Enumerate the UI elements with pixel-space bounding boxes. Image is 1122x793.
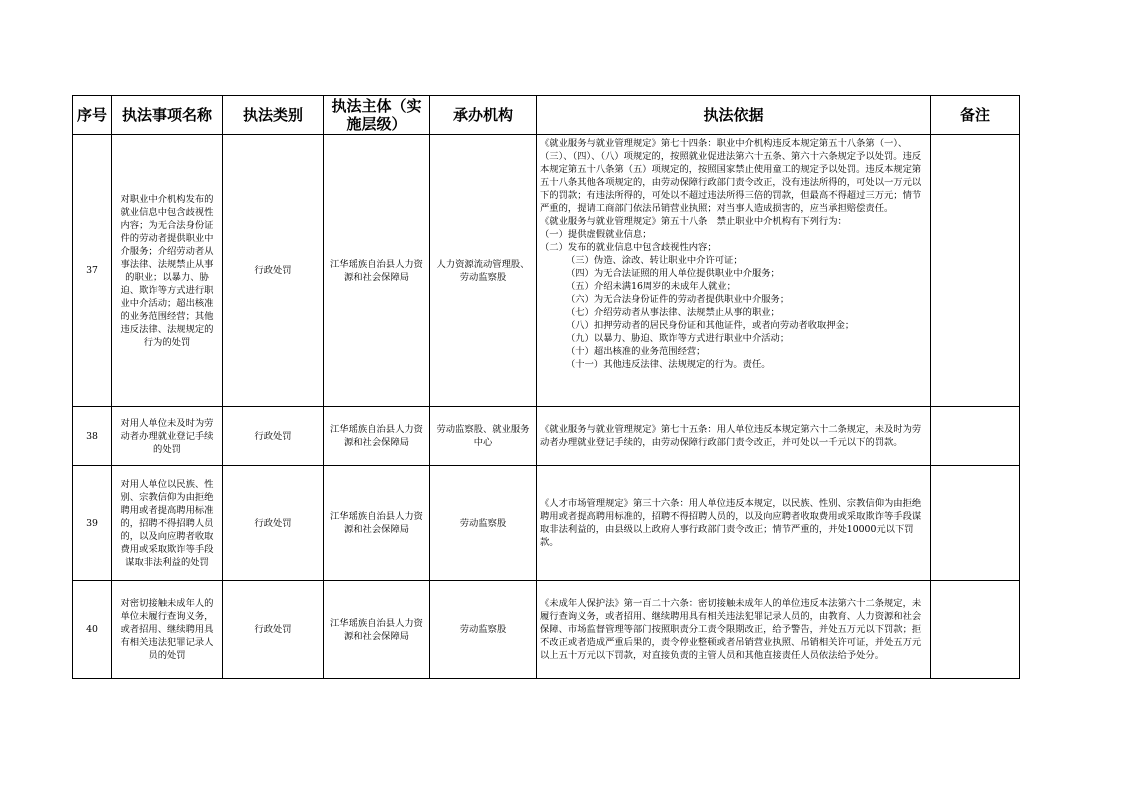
- basis-article: 《就业服务与就业管理规定》第五十八条 禁止职业中介机构有下列行为：: [540, 216, 847, 227]
- enforcement-items-table: [72, 95, 1020, 679]
- cell-item: 对用人单位以民族、性别、宗教信仰为由拒绝聘用或者提高聘用标准的，招聘不得招聘人员的，以及向应聘者收取费用或采取欺诈等手段谋取非法利益的处罚: [112, 466, 223, 581]
- basis-clause: （十一）其他违反法律、法规规定的行为。责任。: [566, 359, 771, 370]
- cell-item: 对用人单位未及时为劳动者办理就业登记手续的处罚: [112, 407, 223, 466]
- basis-main: 《就业服务与就业管理规定》第七十四条：职业中介机构违反本规定第五十八条第（一）、（三）、（四）、（八）项规定的，按照就业促进法第六十五条、第六十六条规定予以处罚。违反本规定第五十八条第（五）项规定的，按照国家禁止使用童工的规定予以处罚。违反本规定第五十八条其他各项规定的，由劳动保障行政部门责令改正，没有违法所得的，可处以一万元以下的罚款；有违法所得的，可处以不超过违法所得三倍的罚款，但最高不得超过三万元；情节严重的，提请工商部门依法吊销营业执照；对当事人造成损害的，应当承担赔偿责任。: [540, 138, 922, 214]
- cell-subject: 江华瑶族自治县人力资源和社会保障局: [324, 407, 430, 466]
- cell-category: 行政处罚: [223, 466, 324, 581]
- basis-clause: （一）提供虚假就业信息；: [540, 229, 652, 240]
- header-dept: 承办机构: [430, 96, 537, 135]
- basis-clause: （十）超出核准的业务范围经营；: [566, 346, 706, 357]
- header-basis: 执法依据: [537, 96, 931, 135]
- cell-remark: [931, 135, 1020, 407]
- table-row: [73, 581, 1020, 679]
- cell-basis: [537, 135, 931, 407]
- cell-dept: 劳动监察股、就业服务中心: [430, 407, 537, 466]
- table-row: [73, 407, 1020, 466]
- cell-remark: [931, 466, 1020, 581]
- basis-clause: （五）介绍未满16周岁的未成年人就业；: [566, 281, 736, 292]
- cell-dept: 劳动监察股: [430, 581, 537, 679]
- cell-dept: 人力资源流动管理股、劳动监察股: [430, 135, 537, 407]
- basis-clause: （三）伪造、涂改、转让职业中介许可证；: [566, 255, 743, 266]
- basis-clause: （八）扣押劳动者的居民身份证和其他证件，或者向劳动者收取押金；: [566, 320, 855, 331]
- cell-subject: 江华瑶族自治县人力资源和社会保障局: [324, 581, 430, 679]
- table-row: [73, 466, 1020, 581]
- cell-dept: 劳动监察股: [430, 466, 537, 581]
- cell-seq: 39: [73, 466, 112, 581]
- header-remark: 备注: [931, 96, 1020, 135]
- cell-remark: [931, 581, 1020, 679]
- cell-basis: 《未成年人保护法》第一百二十六条：密切接触未成年人的单位违反本法第六十二条规定，未履行查询义务，或者招用、继续聘用具有相关违法犯罪记录人员的，由教育、人力资源和社会保障、市场监督管理等部门按照职责分工责令限期改正，给予警告，并处五万元以下罚款；拒不改正或者造成严重后果的，责令停业整顿或者吊销营业执照、吊销相关许可证，并处五万元以上五十万元以下罚款，对直接负责的主管人员和其他直接责任人员依法给予处分。: [537, 581, 931, 679]
- basis-clause: （二）发布的就业信息中包含歧视性内容；: [540, 242, 717, 253]
- basis-clause: （六）为无合法身份证件的劳动者提供职业中介服务；: [566, 294, 790, 305]
- cell-subject: 江华瑶族自治县人力资源和社会保障局: [324, 466, 430, 581]
- cell-seq: 40: [73, 581, 112, 679]
- header-seq: 序号: [73, 96, 112, 135]
- header-row: [73, 96, 1020, 135]
- cell-category: 行政处罚: [223, 407, 324, 466]
- cell-category: 行政处罚: [223, 581, 324, 679]
- header-category: 执法类别: [223, 96, 324, 135]
- cell-seq: 38: [73, 407, 112, 466]
- cell-basis: 《就业服务与就业管理规定》第七十五条：用人单位违反本规定第六十二条规定，未及时为劳动者办理就业登记手续的，由劳动保障行政部门责令改正，并可处以一千元以下的罚款。: [537, 407, 931, 466]
- basis-clause: （七）介绍劳动者从事法律、法规禁止从事的职业；: [566, 307, 780, 318]
- cell-subject: 江华瑶族自治县人力资源和社会保障局: [324, 135, 430, 407]
- basis-clause: （四）为无合法证照的用人单位提供职业中介服务；: [566, 268, 780, 279]
- cell-category: 行政处罚: [223, 135, 324, 407]
- cell-seq: 37: [73, 135, 112, 407]
- header-subject: 执法主体（实施层级）: [324, 96, 430, 135]
- cell-remark: [931, 407, 1020, 466]
- header-item: 执法事项名称: [112, 96, 223, 135]
- cell-basis: 《人才市场管理规定》第三十六条：用人单位违反本规定，以民族、性别、宗教信仰为由拒绝聘用或者提高聘用标准的，招聘不得招聘人员的，以及向应聘者收取费用或采取欺诈等手段谋取非法利益的，由县级以上政府人事行政部门责令改正；情节严重的，并处10000元以下罚款。: [537, 466, 931, 581]
- cell-item: 对密切接触未成年人的单位未履行查询义务，或者招用、继续聘用具有相关违法犯罪记录人员的处罚: [112, 581, 223, 679]
- basis-clause: （九）以暴力、胁迫、欺诈等方式进行职业中介活动；: [566, 333, 790, 344]
- cell-item: 对职业中介机构发布的就业信息中包含歧视性内容；为无合法身份证件的劳动者提供职业中介服务；介绍劳动者从事法律、法规禁止从事的职业；以暴力、胁迫、欺诈等方式进行职业中介活动；超出核准的业务范围经营；其他违反法律、法规规定的行为的处罚: [112, 135, 223, 407]
- table-row: [73, 135, 1020, 407]
